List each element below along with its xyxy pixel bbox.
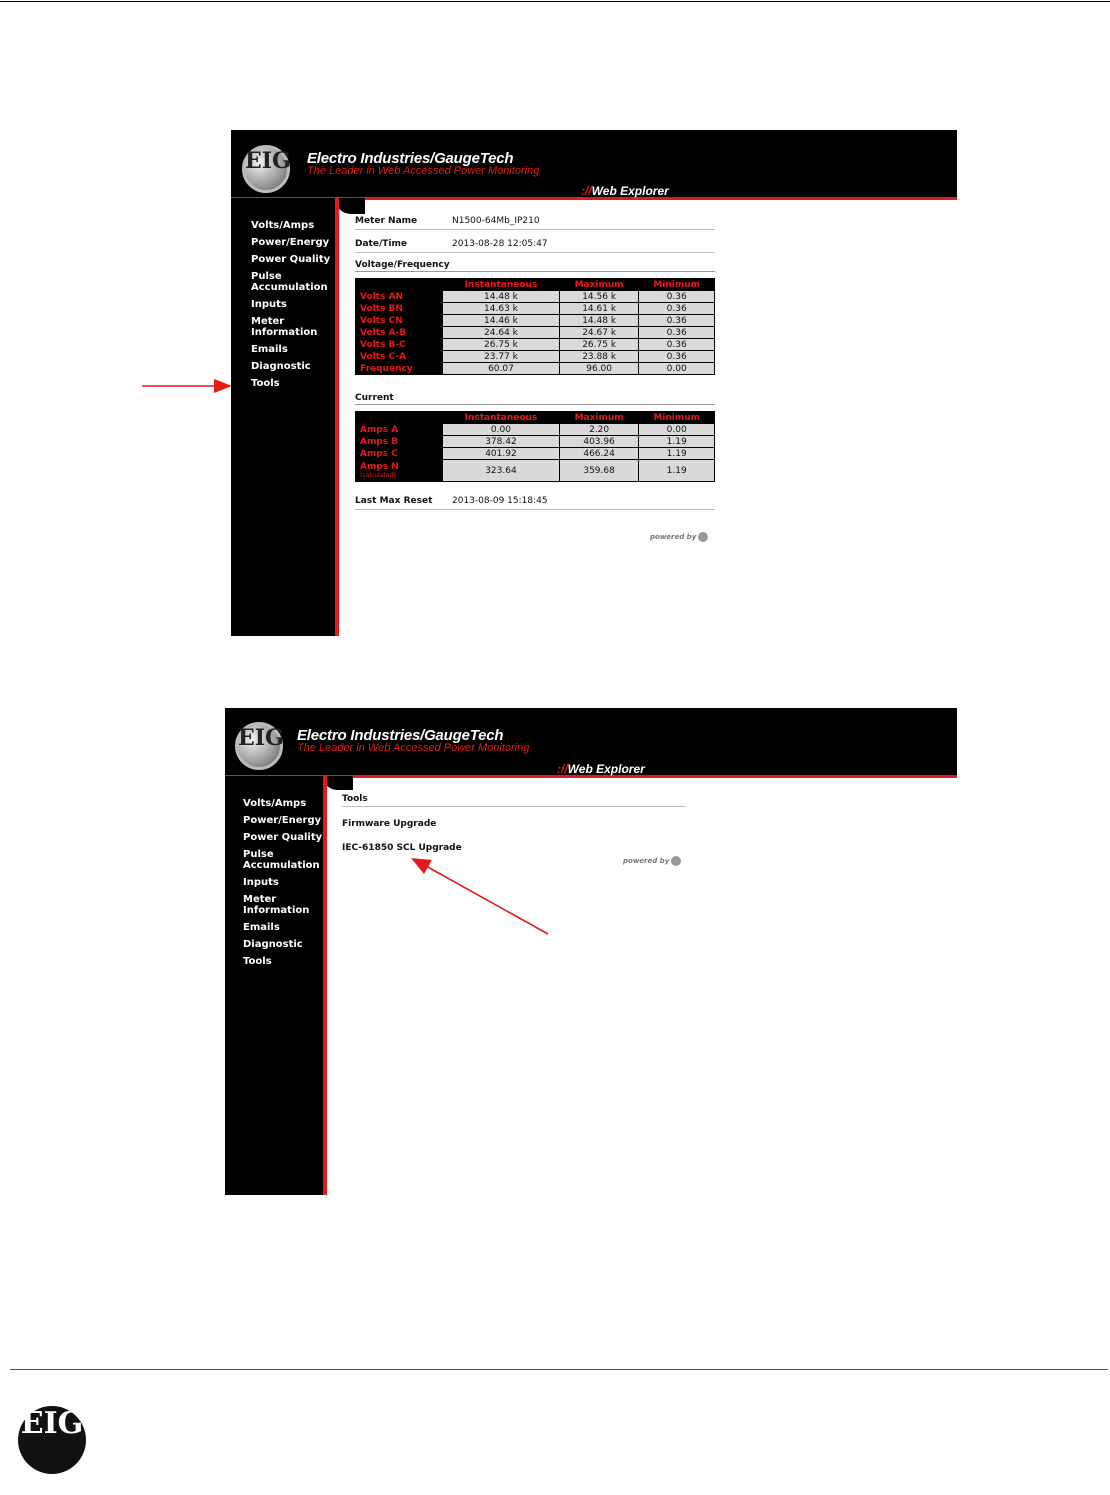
row-label-text: Volts A-B bbox=[360, 327, 407, 338]
cell-inst: 23.77 k bbox=[443, 351, 560, 363]
cell-max: 23.88 k bbox=[559, 351, 638, 363]
nav-item-diagnostic[interactable]: Diagnostic bbox=[243, 939, 303, 950]
datetime-label: Date/Time bbox=[355, 239, 407, 249]
nav-item-pulse-accumulation[interactable]: Pulse Accumulation bbox=[243, 849, 320, 871]
row-label bbox=[356, 460, 443, 482]
datetime-row bbox=[355, 237, 715, 253]
table-row bbox=[356, 327, 715, 339]
nav-item-emails[interactable]: Emails bbox=[251, 344, 288, 355]
row-label bbox=[356, 327, 443, 339]
voltage-table bbox=[355, 278, 715, 375]
cell-inst: 378.42 bbox=[443, 436, 560, 448]
cell-min: 0.00 bbox=[639, 424, 715, 436]
meter-name-value: N1500-64Mb_IP210 bbox=[452, 216, 540, 226]
eig-mini-logo-icon bbox=[671, 856, 681, 866]
cell-min: 1.19 bbox=[639, 436, 715, 448]
row-label bbox=[356, 424, 443, 436]
scl-upgrade-link[interactable]: IEC-61850 SCL Upgrade bbox=[342, 843, 462, 853]
nav-item-pulse-accumulation[interactable]: Pulse Accumulation bbox=[251, 271, 328, 293]
row-label bbox=[356, 339, 443, 351]
cell-inst: 60.07 bbox=[443, 363, 560, 375]
last-reset-row bbox=[355, 494, 715, 510]
brand-tagline: The Leader in Web Accessed Power Monitoring bbox=[307, 165, 540, 177]
screenshot-meter-readings bbox=[231, 130, 957, 636]
column-header-minimum: Minimum bbox=[639, 412, 715, 424]
nav-item-power-energy[interactable]: Power/Energy bbox=[243, 815, 322, 826]
brand-tagline: The Leader in Web Accessed Power Monitoring bbox=[297, 742, 530, 754]
eig-logo-icon: EIG bbox=[242, 145, 290, 193]
cell-max: 14.56 k bbox=[559, 291, 638, 303]
column-header-maximum: Maximum bbox=[559, 412, 638, 424]
cell-max: 14.48 k bbox=[559, 315, 638, 327]
voltage-section-title: Voltage/Frequency bbox=[355, 260, 715, 272]
current-table bbox=[355, 411, 715, 482]
cell-max: 403.96 bbox=[559, 436, 638, 448]
current-section-title: Current bbox=[355, 393, 715, 405]
product-prefix: :// bbox=[557, 762, 568, 776]
row-label-text: Frequency bbox=[360, 363, 413, 374]
cell-max: 2.20 bbox=[559, 424, 638, 436]
table-row bbox=[356, 291, 715, 303]
cell-inst: 24.64 k bbox=[443, 327, 560, 339]
nav-item-diagnostic[interactable]: Diagnostic bbox=[251, 361, 311, 372]
nav-item-meter-information[interactable]: Meter Information bbox=[243, 894, 310, 916]
table-row bbox=[356, 339, 715, 351]
table-row bbox=[356, 424, 715, 436]
product-name bbox=[557, 762, 645, 776]
column-header-instantaneous: Instantaneous bbox=[443, 412, 560, 424]
cell-min: 0.36 bbox=[639, 339, 715, 351]
header-corner bbox=[335, 198, 365, 214]
table-row bbox=[356, 448, 715, 460]
cell-inst: 0.00 bbox=[443, 424, 560, 436]
table-row bbox=[356, 460, 715, 482]
table-row bbox=[356, 303, 715, 315]
nav-item-power-energy[interactable]: Power/Energy bbox=[251, 237, 330, 248]
current-table-body bbox=[356, 424, 715, 482]
brand-name: Electro Industries/GaugeTech bbox=[307, 150, 514, 167]
nav-item-power-quality[interactable]: Power Quality bbox=[251, 254, 331, 265]
nav-item-tools[interactable]: Tools bbox=[251, 378, 280, 389]
row-label-text: Amps N bbox=[360, 462, 399, 472]
product-name bbox=[581, 184, 669, 198]
row-label-text: Volts BN bbox=[360, 303, 403, 314]
product-label: Web Explorer bbox=[591, 184, 669, 198]
nav-item-inputs[interactable]: Inputs bbox=[251, 299, 287, 310]
eig-mini-logo-icon bbox=[698, 532, 708, 542]
cell-min: 0.36 bbox=[639, 351, 715, 363]
sidebar bbox=[225, 776, 327, 1195]
eig-logo-icon: EIG bbox=[235, 722, 283, 770]
column-header-maximum: Maximum bbox=[559, 279, 638, 291]
row-label-text: Amps B bbox=[360, 436, 399, 447]
last-reset-label: Last Max Reset bbox=[355, 496, 433, 506]
tools-panel bbox=[342, 794, 686, 853]
row-label-text: Volts C-A bbox=[360, 351, 407, 362]
nav-item-volts-amps[interactable]: Volts/Amps bbox=[243, 798, 307, 809]
row-label bbox=[356, 363, 443, 375]
sidebar-nav bbox=[251, 220, 337, 395]
arrow-to-tools-icon bbox=[140, 376, 235, 396]
row-label bbox=[356, 448, 443, 460]
product-prefix: :// bbox=[581, 184, 592, 198]
arrow-to-scl-upgrade-icon bbox=[408, 856, 553, 938]
nav-item-power-quality[interactable]: Power Quality bbox=[243, 832, 323, 843]
cell-inst: 14.46 k bbox=[443, 315, 560, 327]
table-row bbox=[356, 351, 715, 363]
voltage-table-body bbox=[356, 291, 715, 375]
meter-name-label: Meter Name bbox=[355, 216, 418, 226]
header-corner bbox=[323, 776, 353, 790]
page-bottom-rule bbox=[10, 1369, 1108, 1370]
row-label-text: Amps C bbox=[360, 448, 398, 459]
powered-by-badge bbox=[650, 532, 708, 542]
cell-min: 1.19 bbox=[639, 460, 715, 482]
column-header-blank bbox=[356, 279, 443, 291]
cell-max: 359.68 bbox=[559, 460, 638, 482]
powered-by-badge bbox=[623, 856, 681, 866]
cell-max: 24.67 k bbox=[559, 327, 638, 339]
cell-max: 466.24 bbox=[559, 448, 638, 460]
cell-min: 0.36 bbox=[639, 315, 715, 327]
cell-min: 0.36 bbox=[639, 303, 715, 315]
cell-inst: 14.48 k bbox=[443, 291, 560, 303]
nav-item-volts-amps[interactable]: Volts/Amps bbox=[251, 220, 315, 231]
cell-min: 0.00 bbox=[639, 363, 715, 375]
row-label-text: Amps A bbox=[360, 424, 399, 435]
row-label-text: Volts CN bbox=[360, 315, 403, 326]
tools-title: Tools bbox=[342, 794, 686, 807]
row-label-note: (calculated) bbox=[360, 472, 396, 479]
row-label bbox=[356, 291, 443, 303]
row-label bbox=[356, 351, 443, 363]
row-label bbox=[356, 303, 443, 315]
sidebar-nav bbox=[243, 798, 325, 973]
cell-max: 96.00 bbox=[559, 363, 638, 375]
eig-footer-logo-icon: EIG bbox=[18, 1406, 86, 1474]
cell-min: 0.36 bbox=[639, 291, 715, 303]
column-header-blank bbox=[356, 412, 443, 424]
cell-inst: 323.64 bbox=[443, 460, 560, 482]
column-header-minimum: Minimum bbox=[639, 279, 715, 291]
table-row bbox=[356, 436, 715, 448]
column-header-instantaneous: Instantaneous bbox=[443, 279, 560, 291]
sidebar bbox=[231, 198, 339, 636]
row-label-text: Volts AN bbox=[360, 291, 404, 302]
table-row bbox=[356, 363, 715, 375]
cell-inst: 26.75 k bbox=[443, 339, 560, 351]
nav-item-tools[interactable]: Tools bbox=[243, 956, 272, 967]
firmware-upgrade-link[interactable]: Firmware Upgrade bbox=[342, 819, 437, 829]
product-label: Web Explorer bbox=[567, 762, 645, 776]
cell-min: 1.19 bbox=[639, 448, 715, 460]
readings-panel bbox=[355, 214, 715, 517]
datetime-value: 2013-08-28 12:05:47 bbox=[452, 239, 548, 249]
table-row bbox=[356, 315, 715, 327]
screenshot-tools-page bbox=[225, 708, 957, 1195]
cell-inst: 14.63 k bbox=[443, 303, 560, 315]
powered-by-text: powered by bbox=[623, 857, 670, 865]
cell-inst: 401.92 bbox=[443, 448, 560, 460]
cell-max: 26.75 k bbox=[559, 339, 638, 351]
nav-item-emails[interactable]: Emails bbox=[243, 922, 280, 933]
page-top-rule bbox=[0, 1, 1110, 2]
last-reset-value: 2013-08-09 15:18:45 bbox=[452, 496, 548, 506]
row-label bbox=[356, 315, 443, 327]
powered-by-text: powered by bbox=[650, 533, 697, 541]
row-label bbox=[356, 436, 443, 448]
nav-item-inputs[interactable]: Inputs bbox=[243, 877, 279, 888]
row-label-text: Volts B-C bbox=[360, 339, 406, 350]
cell-min: 0.36 bbox=[639, 327, 715, 339]
cell-max: 14.61 k bbox=[559, 303, 638, 315]
nav-item-meter-information[interactable]: Meter Information bbox=[251, 316, 318, 338]
brand-name: Electro Industries/GaugeTech bbox=[297, 727, 504, 744]
meter-name-row bbox=[355, 214, 715, 230]
